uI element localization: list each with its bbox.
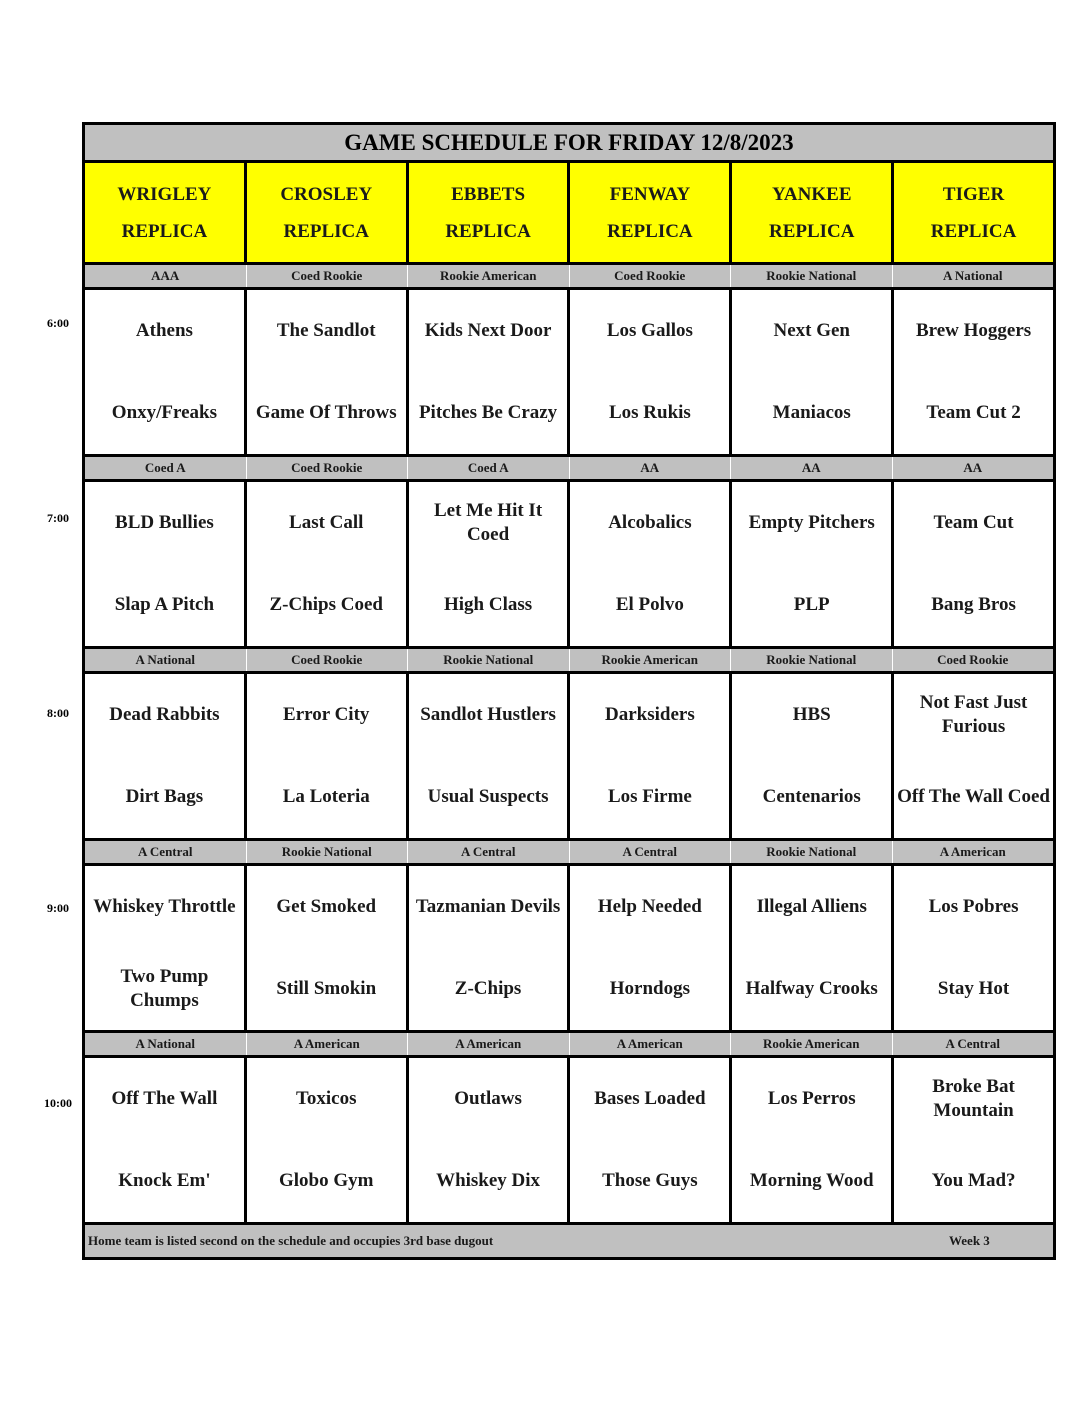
division-label: Coed Rookie: [570, 265, 732, 287]
home-team: La Loteria: [282, 786, 370, 807]
home-team: Los Rukis: [608, 402, 691, 423]
game-cell: [247, 1058, 409, 1222]
away-team: BLD Bullies: [115, 512, 214, 533]
division-label: A Central: [570, 841, 732, 863]
field-subtitle: REPLICA: [121, 220, 208, 242]
game-cell: [570, 866, 732, 1030]
away-team: Whiskey Throttle: [93, 896, 236, 917]
home-team: Z-Chips: [454, 978, 522, 999]
away-team: Illegal Alliens: [756, 896, 867, 917]
game-row: [85, 1058, 1053, 1222]
away-team: Los Pobres: [928, 896, 1019, 917]
division-row: [85, 262, 1053, 290]
game-cell: [85, 290, 247, 454]
field-subtitle: REPLICA: [607, 220, 693, 242]
division-row: [85, 646, 1053, 674]
home-team: Off The Wall Coed: [897, 786, 1050, 807]
game-cell: [732, 1058, 894, 1222]
division-label: A Central: [408, 841, 570, 863]
division-label: A American: [247, 1033, 409, 1055]
field-subtitle: REPLICA: [445, 220, 531, 242]
division-label: A American: [408, 1033, 570, 1055]
game-cell: [247, 290, 409, 454]
home-team: Pitches Be Crazy: [418, 402, 558, 423]
field-header: [894, 163, 1053, 262]
division-label: A Central: [945, 1036, 1001, 1051]
home-team: Those Guys: [602, 1170, 698, 1191]
away-team: Not Fast Just Furious: [919, 692, 1028, 737]
schedule-title: GAME SCHEDULE FOR FRIDAY 12/8/2023: [85, 125, 1053, 163]
home-team: Halfway Crooks: [745, 978, 878, 999]
field-name: FENWAY: [609, 183, 691, 205]
division-label: Rookie National: [731, 649, 893, 671]
division-label: Rookie American: [570, 649, 732, 671]
home-team: Team Cut 2: [926, 402, 1021, 423]
time-slots: [85, 262, 1053, 1222]
game-cell: [570, 482, 732, 646]
game-cell: [894, 674, 1053, 838]
home-team: Whiskey Dix: [436, 1170, 541, 1191]
away-team: Empty Pitchers: [748, 512, 875, 533]
division-label: A National: [85, 1033, 247, 1055]
schedule-table: [82, 122, 1056, 1260]
field-name: YANKEE: [771, 183, 852, 205]
away-team: Toxicos: [295, 1088, 357, 1109]
game-cell: [732, 290, 894, 454]
field-header: [409, 163, 571, 262]
away-team: Off The Wall: [111, 1088, 218, 1109]
division-label: Coed A: [85, 457, 247, 479]
division-label: Coed Rookie: [247, 457, 409, 479]
game-row: [85, 290, 1053, 454]
away-team: Team Cut: [933, 512, 1014, 533]
game-cell: [85, 482, 247, 646]
home-team: Z-Chips Coed: [269, 594, 383, 615]
division-label: Rookie National: [731, 841, 893, 863]
footer-bar: [85, 1222, 1053, 1257]
home-team: Maniacos: [772, 402, 851, 423]
away-team: Error City: [283, 704, 370, 725]
division-row: [85, 454, 1053, 482]
away-team: Tazmanian Devils: [415, 896, 561, 917]
home-team: Morning Wood: [749, 1170, 874, 1191]
field-subtitle: REPLICA: [930, 220, 1017, 242]
away-team: Dead Rabbits: [109, 704, 220, 725]
game-cell: [894, 866, 1053, 1030]
division-label: Rookie American: [731, 1033, 893, 1055]
game-cell: [409, 482, 571, 646]
away-team: Sandlot Hustlers: [420, 704, 556, 725]
week-label: Week 3: [949, 1233, 990, 1248]
home-team: Two Pump Chumps: [120, 966, 209, 1011]
away-team: Let Me Hit It Coed: [433, 500, 543, 545]
home-team: Bang Bros: [931, 594, 1016, 615]
game-cell: [409, 1058, 571, 1222]
division-label: Rookie National: [247, 841, 409, 863]
away-team: Los Gallos: [606, 320, 693, 341]
home-team: Slap A Pitch: [114, 594, 215, 615]
slot-time: 6:00: [47, 316, 69, 330]
game-cell: [894, 482, 1053, 646]
division-label: Rookie National: [408, 649, 570, 671]
home-team: Globo Gym: [279, 1170, 374, 1191]
home-team: High Class: [443, 594, 533, 615]
game-cell: [247, 674, 409, 838]
away-team: Alcobalics: [608, 512, 692, 533]
away-team: Brew Hoggers: [915, 320, 1032, 341]
home-team: Stay Hot: [937, 978, 1010, 999]
away-team: Bases Loaded: [594, 1088, 706, 1109]
division-label: A American: [939, 844, 1006, 859]
field-header-row: [85, 163, 1053, 262]
field-name: TIGER: [942, 183, 1005, 205]
away-team: Next Gen: [773, 320, 850, 341]
away-team: Get Smoked: [276, 896, 377, 917]
home-team: Los Firme: [607, 786, 692, 807]
home-team: Dirt Bags: [125, 786, 204, 807]
game-cell: [85, 866, 247, 1030]
game-row: [85, 482, 1053, 646]
game-cell: [247, 482, 409, 646]
home-team: Usual Suspects: [427, 786, 549, 807]
away-team: Athens: [135, 320, 193, 341]
away-team: Kids Next Door: [424, 320, 552, 341]
field-name: WRIGLEY: [117, 183, 212, 205]
home-team: Knock Em': [118, 1170, 211, 1191]
game-cell: [409, 674, 571, 838]
game-cell: [570, 674, 732, 838]
slot-time: 9:00: [47, 901, 69, 915]
game-cell: [570, 290, 732, 454]
away-team: The Sandlot: [276, 320, 376, 341]
division-label: Coed A: [408, 457, 570, 479]
home-team: Still Smokin: [276, 978, 377, 999]
game-cell: [409, 290, 571, 454]
away-team: HBS: [792, 704, 831, 725]
home-team: Onxy/Freaks: [111, 402, 218, 423]
division-label: A National: [85, 649, 247, 671]
field-header: [85, 163, 247, 262]
game-cell: [732, 674, 894, 838]
away-team: Help Needed: [597, 896, 702, 917]
game-cell: [85, 1058, 247, 1222]
game-cell: [732, 866, 894, 1030]
division-label: Rookie American: [408, 265, 570, 287]
field-subtitle: REPLICA: [283, 220, 369, 242]
division-label: AA: [570, 457, 732, 479]
field-header: [570, 163, 732, 262]
division-row: [85, 1030, 1053, 1058]
game-cell: [85, 674, 247, 838]
home-team: Centenarios: [762, 786, 861, 807]
division-label: AAA: [85, 265, 247, 287]
away-team: Broke Bat Mountain: [932, 1076, 1015, 1121]
away-team: Los Perros: [767, 1088, 856, 1109]
slot-time: 7:00: [47, 511, 69, 525]
division-label: A Central: [85, 841, 247, 863]
game-cell: [409, 866, 571, 1030]
home-team-note: Home team is listed second on the schedule and occupies 3rd base dugout: [88, 1233, 494, 1248]
division-label: AA: [731, 457, 893, 479]
field-name: EBBETS: [451, 183, 526, 205]
home-team: Horndogs: [609, 978, 691, 999]
game-cell: [732, 482, 894, 646]
field-subtitle: REPLICA: [768, 220, 855, 242]
game-cell: [894, 290, 1053, 454]
division-label: Rookie National: [731, 265, 893, 287]
division-label: Coed Rookie: [247, 265, 409, 287]
game-cell: [247, 866, 409, 1030]
field-header: [247, 163, 409, 262]
division-label: A American: [570, 1033, 732, 1055]
division-row: [85, 838, 1053, 866]
home-team: PLP: [793, 594, 830, 615]
division-label: Coed Rookie: [247, 649, 409, 671]
slot-time: 8:00: [47, 706, 69, 720]
game-cell: [894, 1058, 1053, 1222]
division-label: AA: [963, 460, 983, 475]
home-team: Game Of Throws: [255, 402, 397, 423]
game-cell: [570, 1058, 732, 1222]
game-row: [85, 866, 1053, 1030]
home-team: You Mad?: [931, 1170, 1016, 1191]
home-team: El Polvo: [615, 594, 684, 615]
game-row: [85, 674, 1053, 838]
field-name: CROSLEY: [280, 183, 373, 205]
away-team: Darksiders: [605, 704, 695, 725]
away-team: Outlaws: [454, 1088, 522, 1109]
division-label: Coed Rookie: [937, 652, 1009, 667]
field-header: [732, 163, 894, 262]
slot-time: 10:00: [44, 1096, 72, 1110]
division-label: A National: [942, 268, 1003, 283]
away-team: Last Call: [289, 512, 364, 533]
